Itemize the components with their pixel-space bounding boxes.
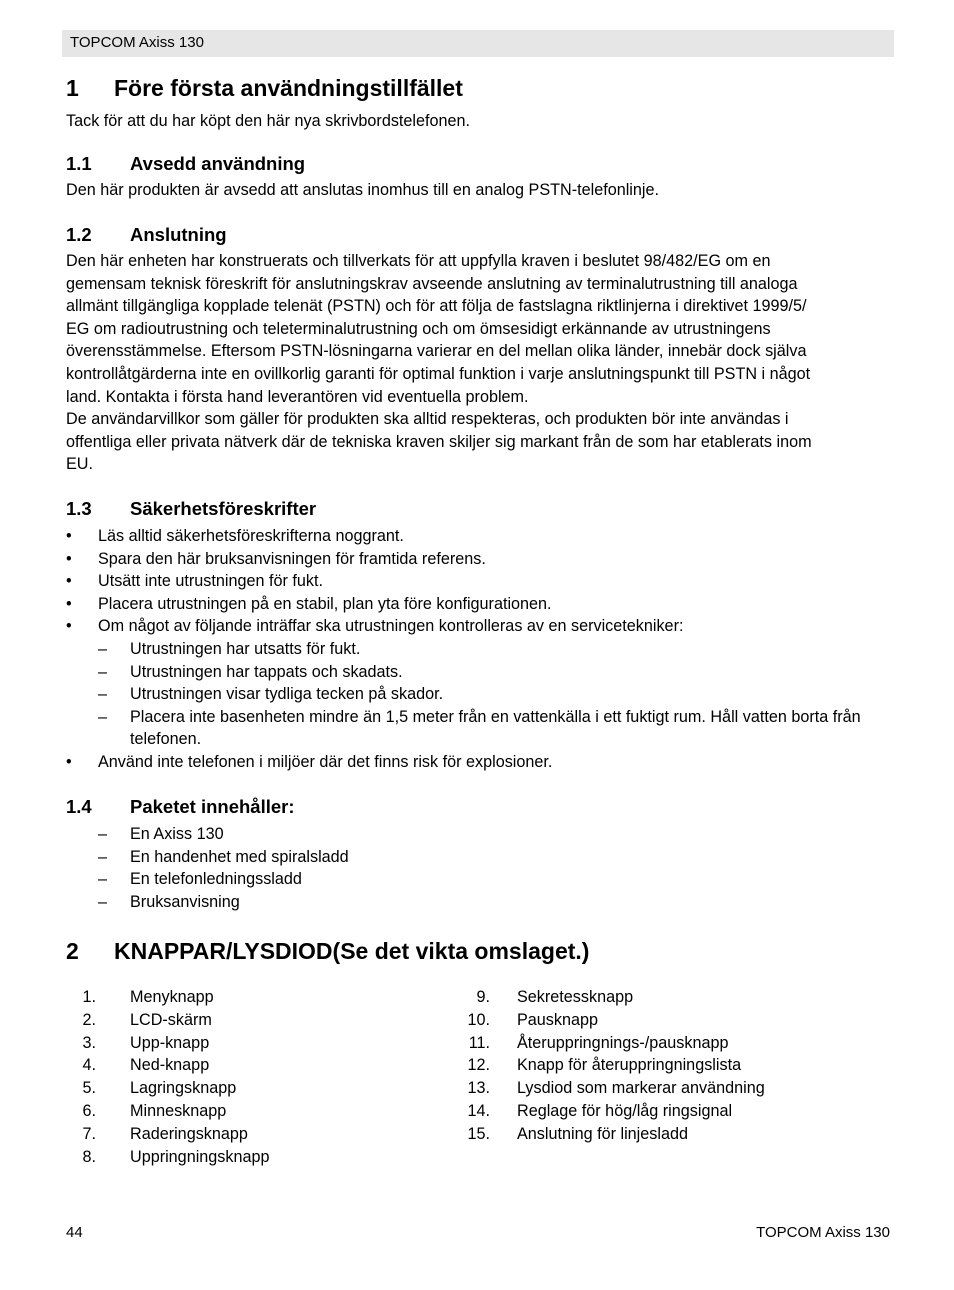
list-item (66, 570, 896, 593)
item-number: 15. (467, 1124, 490, 1143)
buttons-list-left (66, 986, 446, 1168)
item-label: Återuppringnings-/pausknapp (517, 1033, 729, 1052)
item-number: 13. (467, 1079, 490, 1098)
list-item-text: En Axiss 130 (130, 825, 224, 843)
list-item (66, 868, 896, 891)
package-list (66, 823, 896, 913)
list-item (460, 1009, 880, 1032)
list-item (66, 525, 896, 548)
intro-text: Tack för att du har köpt den här nya skrivbordstelefonen. (66, 112, 471, 130)
paragraph-line: Den här enheten har konstruerats och tillverkats för att uppfylla kraven i beslutet 98/482/EG om en (66, 252, 771, 270)
list-item (460, 1032, 880, 1055)
list-item-text: Spara den här bruksanvisningen för framtida referens. (98, 549, 486, 568)
item-number: 14. (467, 1101, 490, 1120)
subsection-number: 1.1 (66, 153, 92, 174)
item-number: 7. (82, 1124, 96, 1143)
item-number: 4. (82, 1056, 96, 1075)
header-title: TOPCOM Axiss 130 (70, 34, 204, 51)
footer-title: TOPCOM Axiss 130 (756, 1224, 890, 1241)
list-item (66, 891, 896, 914)
list-item-text: Utrustningen har tappats och skadats. (130, 662, 403, 681)
bullet: • (66, 752, 72, 771)
list-item (66, 1032, 446, 1055)
dash: – (98, 685, 108, 704)
list-item (460, 1054, 880, 1077)
list-item (460, 1100, 880, 1123)
paragraph-line: De användarvillkor som gäller för produkten ska alltid respekteras, och produkten bör inte användas i (66, 410, 789, 429)
dash: – (98, 662, 108, 681)
item-number: 10. (467, 1010, 490, 1029)
item-label: Menyknapp (130, 988, 214, 1006)
dash: – (98, 892, 108, 911)
dash: – (98, 825, 108, 843)
list-item (66, 548, 896, 571)
subsection-title: Säkerhetsföreskrifter (130, 498, 317, 519)
bullet: • (66, 594, 72, 613)
sub-list-item (66, 661, 896, 684)
item-label: Anslutning för linjesladd (517, 1124, 688, 1143)
item-number: 3. (82, 1033, 96, 1052)
list-item (66, 1054, 446, 1077)
list-item-text: Bruksanvisning (130, 892, 240, 911)
sub-list-item (66, 683, 896, 706)
item-label: Sekretessknapp (517, 988, 634, 1006)
list-item-text: En handenhet med spiralsladd (130, 847, 349, 866)
list-item (66, 986, 446, 1009)
dash: – (98, 870, 108, 889)
item-label: Ned-knapp (130, 1056, 210, 1075)
item-number: 6. (82, 1101, 96, 1120)
bullet: • (66, 617, 72, 636)
subsection-1-1-text: Den här produkten är avsedd att anslutas inomhus till en analog PSTN-telefonlinje. (66, 181, 659, 199)
item-number: 11. (468, 1033, 490, 1052)
item-number: 12. (467, 1056, 490, 1075)
item-label: Pausknapp (517, 1010, 599, 1029)
item-number: 9. (476, 988, 490, 1006)
paragraph-line: land. Kontakta i första hand leverantören vid eventuella problem. (66, 387, 529, 406)
paragraph-line: EU. (66, 455, 93, 474)
item-label: Minnesknapp (130, 1101, 227, 1120)
subsection-number: 1.3 (66, 498, 92, 519)
item-label: Lagringsknapp (130, 1079, 237, 1098)
item-label: Reglage för hög/låg ringsignal (517, 1101, 733, 1120)
list-item-text: Placera inte basenheten mindre än 1,5 meter från en vattenkälla i ett fuktigt rum. Håll vatten borta från telefonen. (130, 707, 861, 749)
subsection-number: 1.2 (66, 224, 92, 245)
item-number: 2. (82, 1010, 96, 1029)
paragraph-line: EG om radioutrustning och teleterminalutrustning och om ömsesidigt erkännande av utrustningens (66, 319, 771, 338)
paragraph-line: kontrollåtgärderna inte en ovillkorlig garanti för optimal funktion i varje anslutningspunkt till PSTN i något (66, 364, 811, 383)
subsection-1-2-text (66, 250, 896, 476)
subsection-number: 1.4 (66, 796, 92, 817)
paragraph-line: offentliga eller privata nätverk där de tekniska kraven skiljer sig markant från de som har etablerats inom (66, 432, 812, 451)
paragraph-line: allmänt tillgängliga kopplade telenät (PSTN) och för att följa de fastslagna riktlinjerna i direktivet 1999/5/ (66, 297, 807, 316)
item-label: Raderingsknapp (130, 1124, 248, 1143)
list-item (460, 1077, 880, 1100)
dash: – (98, 847, 108, 866)
page-number: 44 (66, 1224, 83, 1241)
paragraph-line: överensstämmelse. Eftersom PSTN-lösningarna varierar en del mellan olika länder, innebär dock själva (66, 342, 807, 361)
subsection-title: Avsedd användning (130, 153, 306, 174)
list-item-text: Utrustningen har utsatts för fukt. (130, 639, 361, 658)
list-item (460, 1123, 880, 1146)
list-item-text: En telefonledningssladd (130, 870, 302, 889)
list-item (66, 593, 896, 616)
item-number: 1. (82, 988, 96, 1006)
subsection-title: Anslutning (130, 224, 227, 245)
item-label: Uppringningsknapp (130, 1147, 270, 1166)
item-label: Knapp för återuppringningslista (517, 1056, 742, 1075)
subsection-title: Paketet innehåller: (130, 796, 295, 817)
sub-list-item (66, 638, 896, 661)
list-item (66, 823, 896, 846)
list-item (66, 1100, 446, 1123)
list-item-text: Läs alltid säkerhetsföreskrifterna noggrant. (98, 527, 404, 545)
item-label: Upp-knapp (130, 1033, 210, 1052)
dash: – (98, 639, 108, 658)
bullet: • (66, 549, 72, 568)
list-item-text: Utrustningen visar tydliga tecken på skador. (130, 685, 444, 704)
buttons-list-right (460, 986, 880, 1146)
section-title: Före första användningstillfället (114, 75, 463, 101)
section-title: KNAPPAR/LYSDIOD(Se det vikta omslaget.) (114, 938, 590, 964)
paragraph-line: gemensam teknisk föreskrift för anslutningskrav avseende anslutning av terminalutrustning till analoga (66, 274, 798, 293)
sub-list-item (66, 706, 896, 751)
list-item (460, 986, 880, 1009)
list-item (66, 846, 896, 869)
list-item-text: Om något av följande inträffar ska utrustningen kontrolleras av en servicetekniker: (98, 617, 684, 636)
list-item (66, 1009, 446, 1032)
item-label: Lysdiod som markerar användning (517, 1079, 765, 1098)
bullet: • (66, 572, 72, 591)
item-number: 5. (82, 1079, 96, 1098)
list-item (66, 1146, 446, 1169)
section-number: 1 (66, 75, 79, 101)
list-item (66, 1123, 446, 1146)
safety-list (66, 525, 896, 774)
list-item (66, 751, 896, 774)
list-item-text: Utsätt inte utrustningen för fukt. (98, 572, 323, 591)
list-item (66, 615, 896, 638)
page-header (62, 30, 894, 57)
list-item-text: Placera utrustningen på en stabil, plan yta före konfigurationen. (98, 594, 552, 613)
list-item (66, 1077, 446, 1100)
item-number: 8. (82, 1147, 96, 1166)
bullet: • (66, 527, 72, 545)
item-label: LCD-skärm (130, 1010, 212, 1029)
dash: – (98, 707, 108, 726)
list-item-text: Använd inte telefonen i miljöer där det finns risk för explosioner. (98, 752, 553, 771)
section-number: 2 (66, 938, 79, 964)
